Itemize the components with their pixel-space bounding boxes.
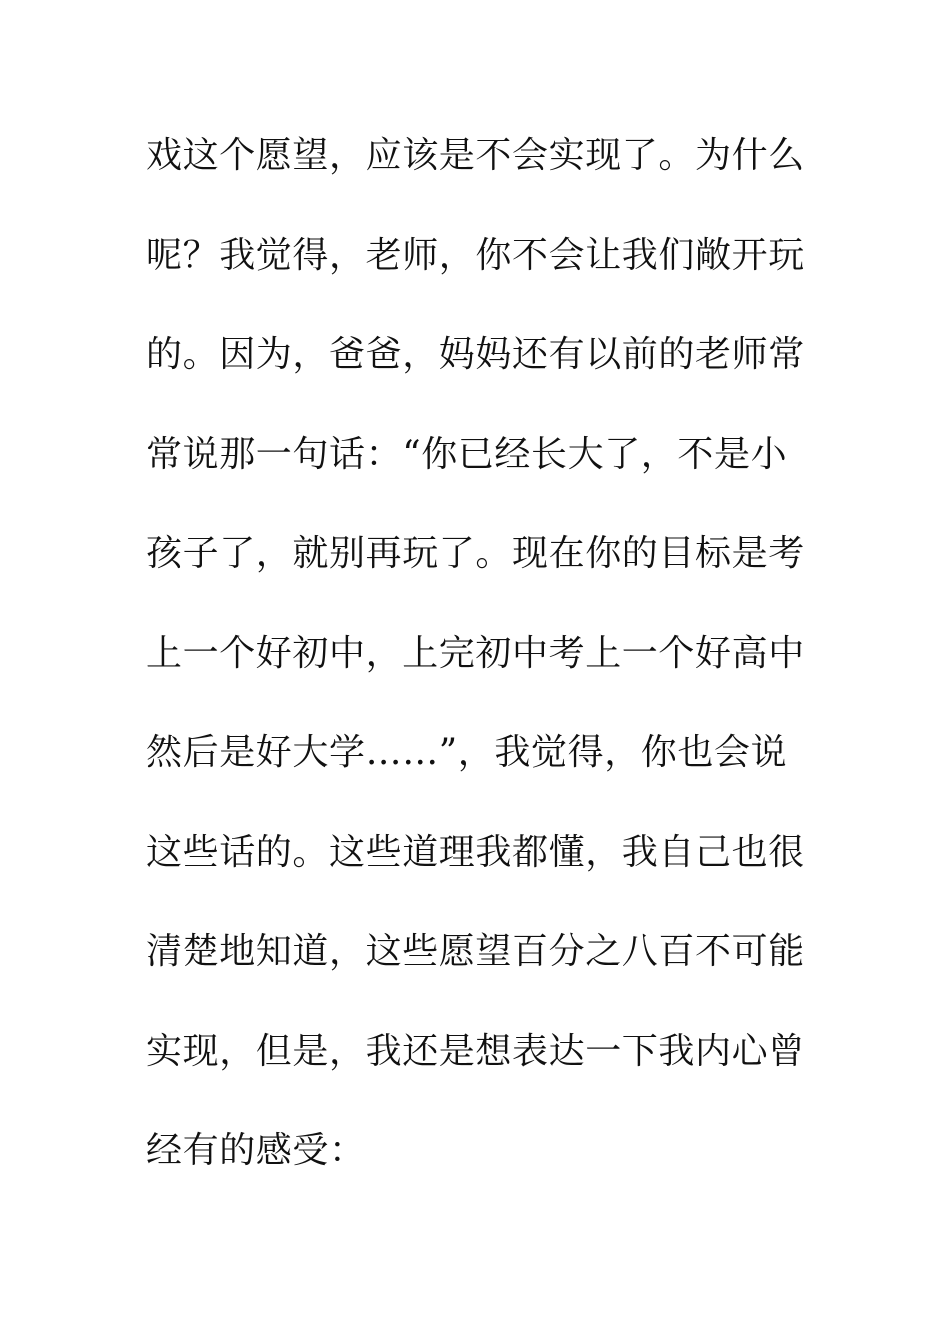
text-line: 常说那一句话：“你已经长大了，不是小 [146,433,788,475]
text-line: 戏这个愿望，应该是不会实现了。为什么 [146,135,805,176]
text-line: 这些话的。这些道理我都懂，我自己也很 [146,831,805,873]
text-line: 呢？我觉得，老师，你不会让我们敞开玩 [146,234,805,276]
text-line: 上一个好初中，上完初中考上一个好高中 [146,632,805,674]
text-line: 然后是好大学……”，我觉得，你也会说 [146,732,788,773]
text-line: 经有的感受： [146,1130,366,1171]
text-line: 孩子了，就别再玩了。现在你的目标是考 [146,533,805,574]
body-text [146,128,826,1223]
text-line: 的。因为，爸爸，妈妈还有以前的老师常 [146,334,805,375]
text-line: 清楚地知道，这些愿望百分之八百不可能 [146,931,805,972]
text-line: 实现，但是，我还是想表达一下我内心曾 [146,1030,805,1072]
